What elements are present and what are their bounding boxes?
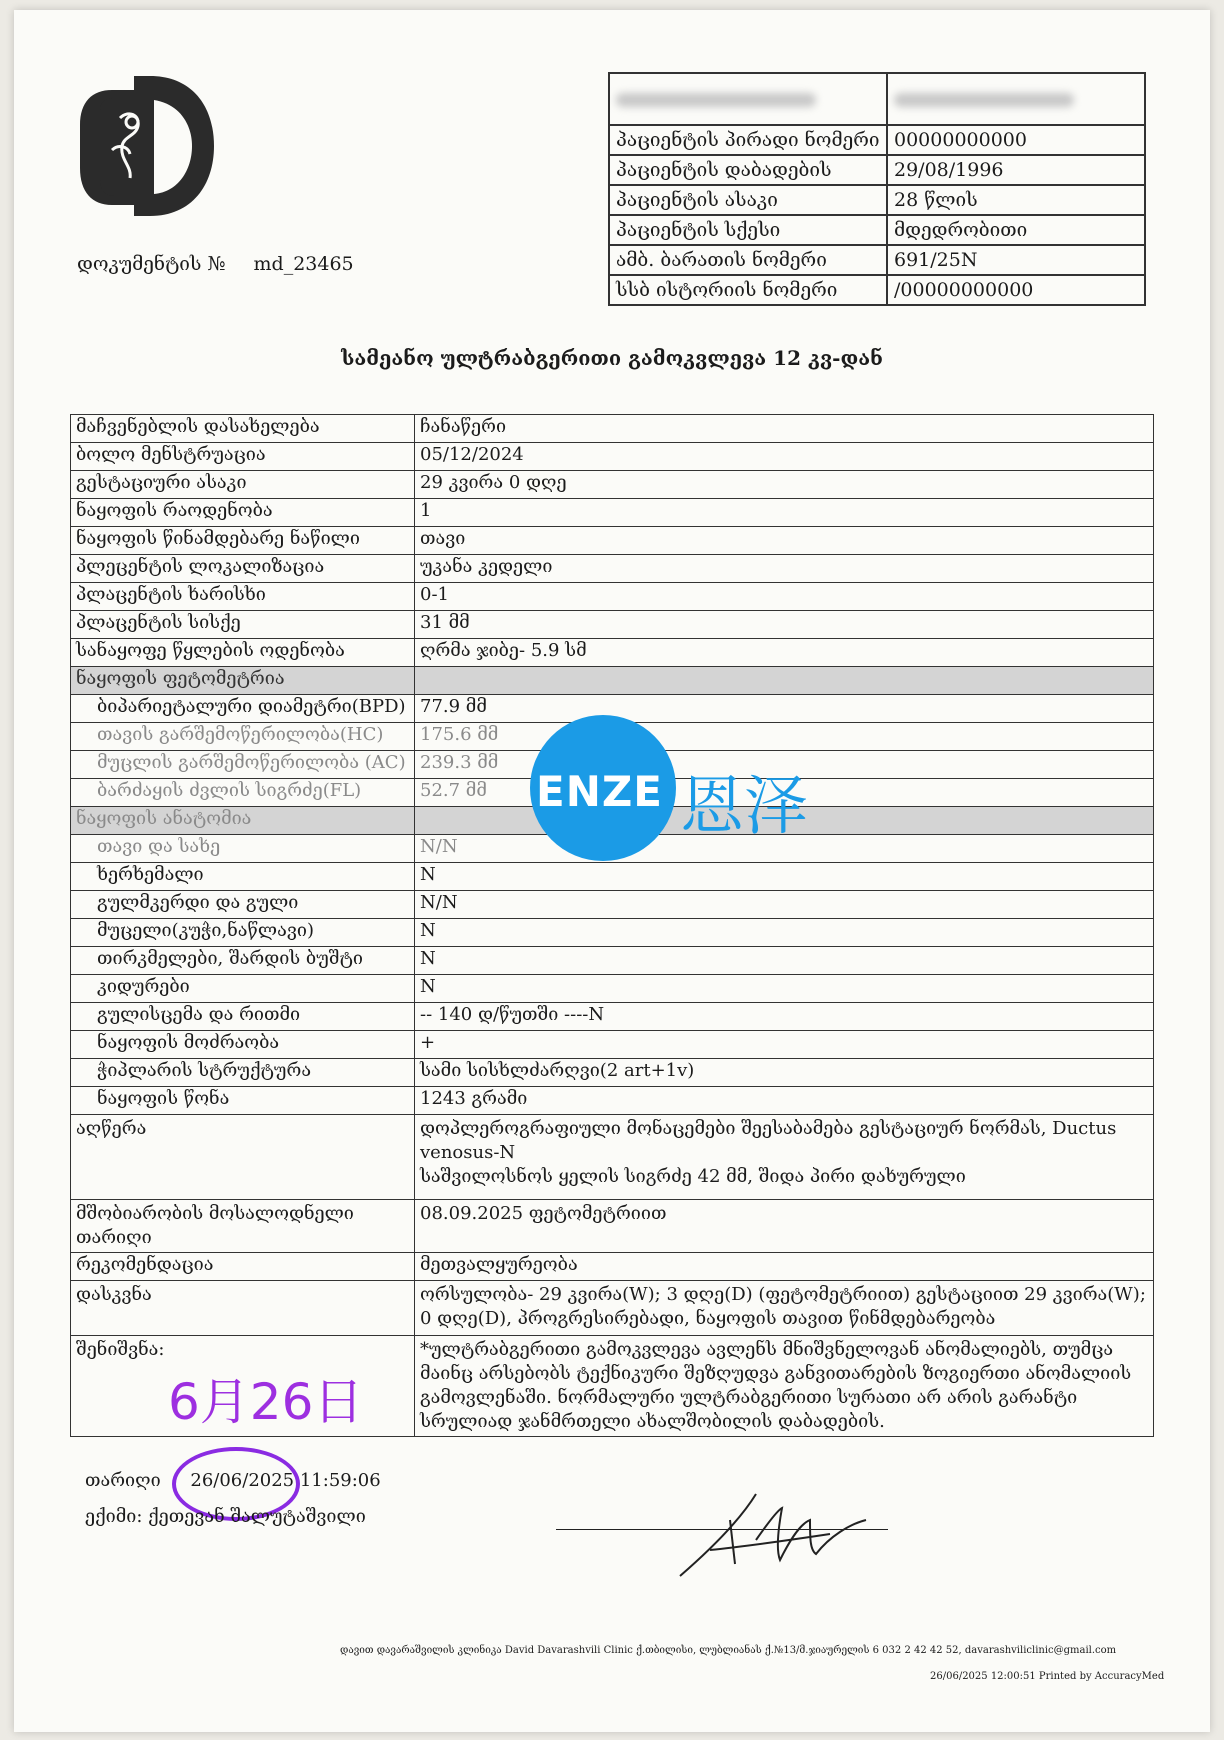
exam-value: 239.3 მმ: [415, 751, 1154, 779]
exam-label: მუცლის გარშემოწერილობა (AC): [71, 751, 415, 779]
patient-info-value: /00000000000: [887, 275, 1145, 305]
patient-info-label: ამბ. ბარათის ნომერი: [609, 245, 887, 275]
exam-value: N/N: [415, 835, 1154, 863]
exam-label: ჭიპლარის სტრუქტურა: [71, 1059, 415, 1087]
exam-label: დასკვნა: [71, 1281, 415, 1336]
exam-row: [71, 611, 1154, 639]
patient-info-table: [608, 72, 1146, 306]
redacted-cell: [887, 73, 1145, 125]
exam-row: [71, 1059, 1154, 1087]
exam-row: [71, 415, 1154, 443]
exam-row: [71, 583, 1154, 611]
exam-value: N: [415, 947, 1154, 975]
exam-label: თავის გარშემოწერილობა(HC): [71, 723, 415, 751]
description-row: [71, 1115, 1154, 1200]
patient-info-label: პაციენტის პირადი ნომერი: [609, 125, 887, 155]
patient-info-row: [609, 185, 1145, 215]
patient-info-value: 28 წლის: [887, 185, 1145, 215]
exam-value: +: [415, 1031, 1154, 1059]
redacted-row: [609, 73, 1145, 125]
doctor-name: ექიმი: ქეთევან შალუტაშვილი: [85, 1506, 366, 1527]
exam-value: 52.7 მმ: [415, 779, 1154, 807]
exam-value: ორსულობა- 29 კვირა(W); 3 დღე(D) (ფეტომეტრიით) გესტაციით 29 კვირა(W); 0 დღე(D), პროგრესირებადი, ნაყოფის თავით წინმდებარეობა: [415, 1281, 1154, 1336]
exam-label: პლეცენტის ლოკალიზაცია: [71, 555, 415, 583]
exam-label: შენიშვნა:: [71, 1336, 415, 1437]
exam-value: -- 140 დ/წუთში ----N: [415, 1003, 1154, 1031]
signature-scribble: [660, 1480, 880, 1590]
exam-value: 77.9 მმ: [415, 695, 1154, 723]
exam-label: ნაყოფის წინამდებარე ნაწილი: [71, 527, 415, 555]
handwritten-date-annotation: 6月26日: [168, 1373, 364, 1431]
exam-row: [71, 947, 1154, 975]
patient-info-label: პაციენტის დაბადების: [609, 155, 887, 185]
date-value: 26/06/2025: [190, 1470, 295, 1491]
exam-value: N: [415, 975, 1154, 1003]
conclusion-row: [71, 1281, 1154, 1336]
exam-label: ბიპარიეტალური დიამეტრი(BPD): [71, 695, 415, 723]
patient-info-value: მდედრობითი: [887, 215, 1145, 245]
exam-value: დოპლეროგრაფიული მონაცემები შეესაბამება გესტაციურ ნორმას, Ductus venosus-N საშვილოსნოს ყელის სიგრძე 42 მმ, შიდა პირი დახურული: [415, 1115, 1154, 1200]
patient-info-row: [609, 215, 1145, 245]
patient-info-label: პაციენტის ასაკი: [609, 185, 887, 215]
exam-value: *ულტრაბგერითი გამოკვლევა ავლენს მნიშვნელოვან ანომალიებს, თუმცა მაინც არსებობს ტექნიკური შეზღუდვა განვითარების ზოგიერთი ანომალიის გამოვლენაში. ნორმალური ულტრაბგერითი სურათი არ არის გარანტი სრულიად ჯანმრთელი ახალშობილის დაბადების.: [415, 1336, 1154, 1437]
exam-row: [71, 443, 1154, 471]
exam-value: 0-1: [415, 583, 1154, 611]
exam-value: 29 კვირა 0 დღე: [415, 471, 1154, 499]
exam-row: [71, 527, 1154, 555]
exam-label: კიდურები: [71, 975, 415, 1003]
due-date-row: [71, 1200, 1154, 1253]
document-number: [77, 253, 354, 275]
section-header-fetometry: [71, 667, 1154, 695]
report-title: სამეანო ულტრაბგერითი გამოკვლევა 12 კვ-დან: [341, 346, 883, 370]
redacted-cell: [609, 73, 887, 125]
exam-value: 05/12/2024: [415, 443, 1154, 471]
exam-label: რეკომენდაცია: [71, 1253, 415, 1281]
time-value: 11:59:06: [299, 1470, 381, 1491]
exam-row: [71, 639, 1154, 667]
exam-row: [71, 499, 1154, 527]
patient-info-value: 691/25N: [887, 245, 1145, 275]
exam-label: აღწერა: [71, 1115, 415, 1200]
clinic-logo: [72, 70, 222, 220]
exam-label: პლაცენტის სისქე: [71, 611, 415, 639]
exam-label: გულმკერდი და გული: [71, 891, 415, 919]
exam-label: პლაცენტის ხარისხი: [71, 583, 415, 611]
exam-row: [71, 1003, 1154, 1031]
exam-label: ნაყოფის მოძრაობა: [71, 1031, 415, 1059]
exam-value: 31 მმ: [415, 611, 1154, 639]
patient-info-row: [609, 275, 1145, 305]
patient-info-label: პაციენტის სქესი: [609, 215, 887, 245]
exam-row: [71, 1253, 1154, 1281]
watermark-latin: ENZE: [536, 767, 663, 816]
exam-row: [71, 919, 1154, 947]
exam-value: ჩანაწერი: [415, 415, 1154, 443]
exam-value: N: [415, 919, 1154, 947]
exam-value: 1: [415, 499, 1154, 527]
exam-label: მუცელი(კუჭი,ნაწლავი): [71, 919, 415, 947]
exam-value: ღრმა ჯიბე- 5.9 სმ: [415, 639, 1154, 667]
exam-label: თავი და სახე: [71, 835, 415, 863]
patient-info-value: 00000000000: [887, 125, 1145, 155]
exam-label: ბარძაყის ძვლის სიგრძე(FL): [71, 779, 415, 807]
footer-clinic-address: დავით დავარაშვილის კლინიკა David Davarashvili Clinic ქ.თბილისი, ლუბლიანას ქ.№13/მ.ჯიაურელის 6 032 2 42 42 52, davarashviliclinic@gmail.com: [340, 1645, 1117, 1656]
exam-label: თირკმელები, შარდის ბუშტი: [71, 947, 415, 975]
exam-label: მშობიარობის მოსალოდნელი თარიღი: [71, 1200, 415, 1253]
exam-value: სამი სისხლძარღვი(2 art+1v): [415, 1059, 1154, 1087]
patient-info-row: [609, 155, 1145, 185]
patient-info-row: [609, 125, 1145, 155]
exam-label: გესტაციური ასაკი: [71, 471, 415, 499]
section-label: ნაყოფის ანატომია: [71, 807, 415, 835]
section-value: [415, 667, 1154, 695]
exam-row: [71, 1087, 1154, 1115]
section-label: ნაყოფის ფეტომეტრია: [71, 667, 415, 695]
exam-row: [71, 863, 1154, 891]
document-number-value: md_23465: [253, 253, 354, 275]
exam-label: მაჩვენებლის დასახელება: [71, 415, 415, 443]
exam-row: [71, 471, 1154, 499]
exam-value: უკანა კედელი: [415, 555, 1154, 583]
exam-table: [70, 414, 1154, 1437]
exam-value: N/N: [415, 891, 1154, 919]
exam-value: 1243 გრამი: [415, 1087, 1154, 1115]
exam-label: ნაყოფის რაოდენობა: [71, 499, 415, 527]
exam-label: ხერხემალი: [71, 863, 415, 891]
exam-row: [71, 891, 1154, 919]
date-label: თარიღი: [85, 1470, 161, 1491]
exam-value: N: [415, 863, 1154, 891]
exam-row: [71, 1031, 1154, 1059]
exam-row: [71, 975, 1154, 1003]
exam-row: [71, 555, 1154, 583]
exam-value: 08.09.2025 ფეტომეტრიით: [415, 1200, 1154, 1253]
exam-value: თავი: [415, 527, 1154, 555]
patient-info-value: 29/08/1996: [887, 155, 1145, 185]
exam-label: ბოლო მენსტრუაცია: [71, 443, 415, 471]
exam-label: გულისცემა და რითმი: [71, 1003, 415, 1031]
exam-label: სანაყოფე წყლების ოდენობა: [71, 639, 415, 667]
patient-info-label: სსბ ისტორიის ნომერი: [609, 275, 887, 305]
exam-label: ნაყოფის წონა: [71, 1087, 415, 1115]
watermark-chinese: 恩泽: [680, 770, 808, 844]
footer-print-info: 26/06/2025 12:00:51 Printed by AccuracyMed: [930, 1671, 1165, 1682]
exam-value: 175.6 მმ: [415, 723, 1154, 751]
exam-value: მეთვალყურეობა: [415, 1253, 1154, 1281]
patient-info-row: [609, 245, 1145, 275]
enze-watermark: [530, 715, 870, 865]
document-number-label: დოკუმენტის №: [77, 253, 226, 275]
